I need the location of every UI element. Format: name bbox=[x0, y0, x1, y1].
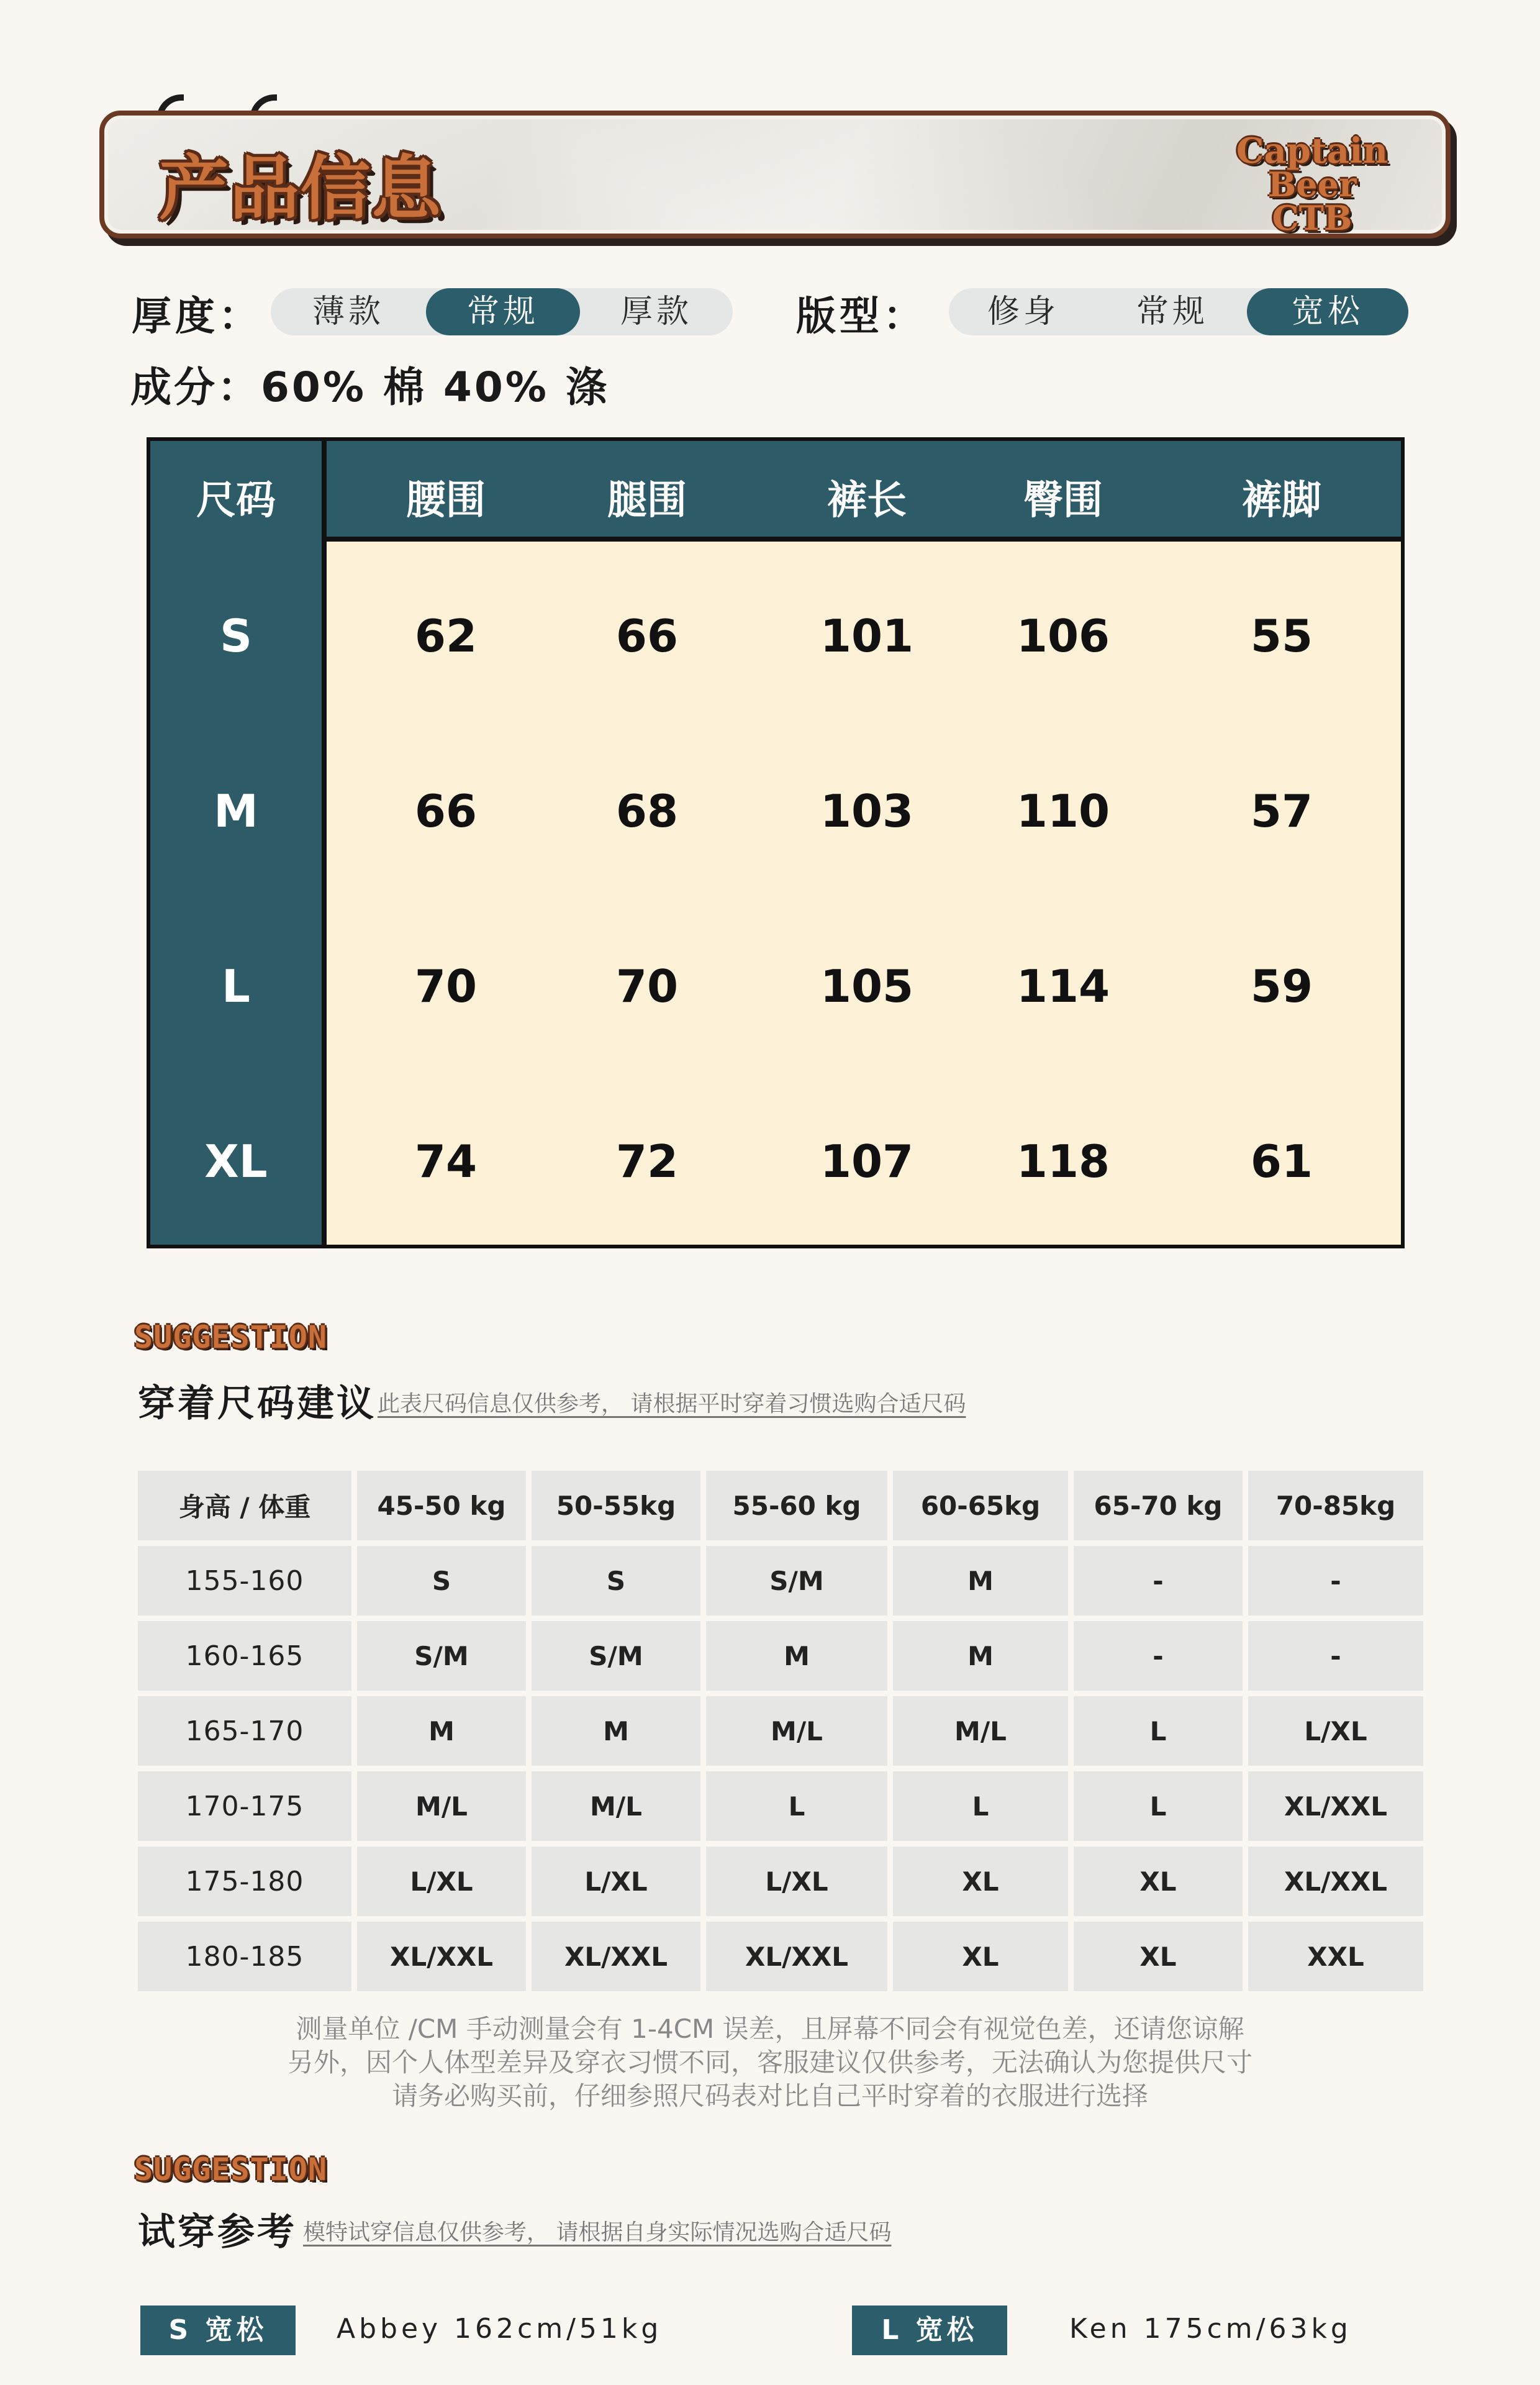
thickness-label: 厚度： bbox=[132, 294, 262, 340]
size-cell: 72 bbox=[615, 1135, 679, 1188]
size-recommendation-grid bbox=[138, 1471, 1400, 1991]
rec-header-cell: 65-70 kg bbox=[1074, 1471, 1243, 1540]
rec-cell: L/XL bbox=[532, 1847, 700, 1916]
rec-cell: - bbox=[1074, 1546, 1243, 1615]
rec-cell: XL bbox=[1074, 1922, 1243, 1991]
disclaimer-line: 测量单位 /CM 手动测量会有 1-4CM 误差，且屏幕不同会有视觉色差，还请您谅解 bbox=[296, 2014, 1244, 2044]
section-title: 试穿参考 bbox=[138, 2210, 297, 2254]
banner-title: 产品信息 bbox=[159, 148, 442, 229]
rec-cell: S bbox=[357, 1546, 526, 1615]
rec-cell: - bbox=[1074, 1621, 1243, 1691]
size-cell: 59 bbox=[1250, 960, 1313, 1012]
rec-height-cell: 170-175 bbox=[138, 1771, 351, 1841]
rec-cell: M bbox=[357, 1696, 526, 1766]
size-cell: 107 bbox=[820, 1135, 914, 1188]
rec-cell: L/XL bbox=[706, 1847, 887, 1916]
suggestion-tag: SUGGESTION bbox=[134, 2151, 328, 2187]
size-table-corner: 尺码 bbox=[196, 478, 276, 524]
rec-cell: XL bbox=[893, 1922, 1068, 1991]
fit-selector bbox=[949, 288, 1408, 335]
rec-height-cell: 180-185 bbox=[138, 1922, 351, 1991]
rec-cell: S bbox=[532, 1546, 700, 1615]
measurement-disclaimer bbox=[124, 2012, 1416, 2113]
rec-height-cell: 175-180 bbox=[138, 1847, 351, 1916]
size-row-label: S bbox=[220, 610, 252, 662]
section-note: 此表尺码信息仅供参考， 请根据平时穿着习惯选购合适尺码 bbox=[378, 1391, 966, 1417]
size-cell: 66 bbox=[615, 610, 679, 662]
thickness-option-regular: 常规 bbox=[426, 288, 580, 335]
size-cell: 61 bbox=[1250, 1135, 1313, 1188]
rec-cell: XXL bbox=[1248, 1922, 1423, 1991]
disclaimer-line: 另外，因个人体型差异及穿衣习惯不同，客服建议仅供参考，无法确认为您提供尺寸 bbox=[287, 2047, 1252, 2078]
size-cell: 70 bbox=[615, 960, 679, 1012]
brand-logo bbox=[1222, 130, 1402, 238]
rec-cell: XL/XXL bbox=[706, 1922, 887, 1991]
rec-cell: S/M bbox=[532, 1621, 700, 1691]
rec-cell: XL bbox=[893, 1847, 1068, 1916]
rec-cell: - bbox=[1248, 1546, 1423, 1615]
thickness-option-thin: 薄款 bbox=[312, 293, 384, 330]
rec-cell: M bbox=[893, 1621, 1068, 1691]
size-cell: 101 bbox=[820, 610, 914, 662]
rec-height-cell: 155-160 bbox=[138, 1546, 351, 1615]
rec-cell: M bbox=[706, 1621, 887, 1691]
model-size-tag: S 宽松 bbox=[140, 2306, 296, 2355]
disclaimer-line: 请务必购买前，仔细参照尺码表对比自己平时穿着的衣服进行选择 bbox=[391, 2081, 1148, 2111]
composition: 成分：60% 棉 40% 涤 bbox=[130, 363, 609, 411]
rec-header-cell: 50-55kg bbox=[532, 1471, 700, 1540]
rec-cell: L bbox=[1074, 1771, 1243, 1841]
size-cell: 118 bbox=[1016, 1135, 1110, 1188]
rec-cell: S/M bbox=[706, 1546, 887, 1615]
rec-cell: XL/XXL bbox=[532, 1922, 700, 1991]
rec-cell: M/L bbox=[706, 1696, 887, 1766]
rec-header-cell: 70-85kg bbox=[1248, 1471, 1423, 1540]
size-table-side-bg bbox=[150, 441, 322, 1245]
rec-cell: M/L bbox=[532, 1771, 700, 1841]
rec-cell: XL/XXL bbox=[1248, 1771, 1423, 1841]
size-row-label: M bbox=[214, 785, 258, 837]
size-cell: 110 bbox=[1016, 785, 1110, 837]
size-cell: 114 bbox=[1016, 960, 1110, 1012]
size-table bbox=[147, 437, 1405, 1248]
suggestion-tag: SUGGESTION bbox=[134, 1319, 328, 1355]
size-cell: 68 bbox=[615, 785, 679, 837]
rec-cell: L bbox=[1074, 1696, 1243, 1766]
rec-header-cell: 45-50 kg bbox=[357, 1471, 526, 1540]
rec-header-cell: 身高 / 体重 bbox=[138, 1471, 351, 1540]
size-cell: 106 bbox=[1016, 610, 1110, 662]
rec-header-cell: 60-65kg bbox=[893, 1471, 1068, 1540]
header-banner bbox=[99, 111, 1451, 238]
fit-option-slim: 修身 bbox=[987, 293, 1059, 330]
size-col-header: 臀围 bbox=[1023, 478, 1103, 524]
model-info: Abbey 162cm/51kg bbox=[337, 2313, 663, 2345]
rec-cell: L bbox=[706, 1771, 887, 1841]
size-row-label: XL bbox=[204, 1135, 268, 1188]
size-cell: 57 bbox=[1250, 785, 1313, 837]
size-cell: 70 bbox=[414, 960, 478, 1012]
thickness-selector bbox=[271, 288, 733, 335]
rec-cell: M bbox=[532, 1696, 700, 1766]
brand-logo-line1: Captain bbox=[1236, 130, 1388, 171]
rec-height-cell: 160-165 bbox=[138, 1621, 351, 1691]
rec-cell: XL/XXL bbox=[1248, 1847, 1423, 1916]
rec-cell: M bbox=[893, 1546, 1068, 1615]
rec-cell: M/L bbox=[357, 1771, 526, 1841]
size-col-header: 裤长 bbox=[827, 478, 907, 524]
size-col-header: 腿围 bbox=[607, 478, 687, 524]
brand-logo-line2: Beer CTB bbox=[1267, 165, 1357, 238]
size-col-header: 腰围 bbox=[406, 478, 486, 524]
fit-option-regular: 常规 bbox=[1136, 293, 1208, 330]
rec-cell: - bbox=[1248, 1621, 1423, 1691]
size-table-divider bbox=[322, 537, 1401, 542]
rec-cell: L/XL bbox=[357, 1847, 526, 1916]
rec-cell: M/L bbox=[893, 1696, 1068, 1766]
size-cell: 55 bbox=[1250, 610, 1313, 662]
model-size-tag: L 宽松 bbox=[852, 2306, 1007, 2355]
model-info: Ken 175cm/63kg bbox=[1069, 2313, 1352, 2345]
rec-cell: S/M bbox=[357, 1621, 526, 1691]
rec-header-cell: 55-60 kg bbox=[706, 1471, 887, 1540]
rec-height-cell: 165-170 bbox=[138, 1696, 351, 1766]
section-title: 穿着尺码建议 bbox=[138, 1382, 376, 1425]
size-cell: 62 bbox=[414, 610, 478, 662]
size-cell: 66 bbox=[414, 785, 478, 837]
thickness-option-thick: 厚款 bbox=[620, 293, 692, 330]
rec-cell: XL/XXL bbox=[357, 1922, 526, 1991]
rec-cell: L bbox=[893, 1771, 1068, 1841]
size-cell: 105 bbox=[820, 960, 914, 1012]
rec-cell: XL bbox=[1074, 1847, 1243, 1916]
fit-label: 版型： bbox=[796, 294, 926, 340]
size-row-label: L bbox=[222, 960, 250, 1012]
rec-cell: L/XL bbox=[1248, 1696, 1423, 1766]
fit-option-loose: 宽松 bbox=[1247, 288, 1408, 335]
section-note: 模特试穿信息仅供参考， 请根据自身实际情况选购合适尺码 bbox=[303, 2220, 892, 2245]
size-cell: 74 bbox=[414, 1135, 478, 1188]
size-cell: 103 bbox=[820, 785, 914, 837]
size-col-header: 裤脚 bbox=[1242, 478, 1321, 524]
size-table-divider bbox=[322, 441, 327, 1245]
